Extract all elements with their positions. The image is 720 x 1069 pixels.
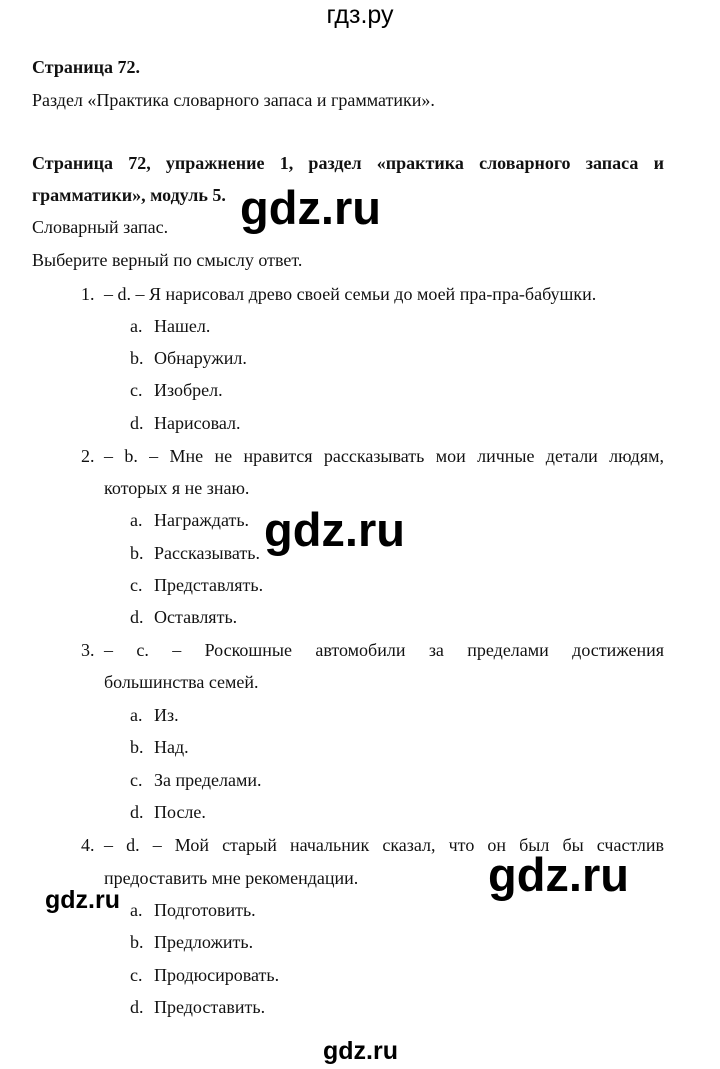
option-letter: a. xyxy=(130,316,143,336)
exercise-title-line-1: Страница 72, упражнение 1, раздел «практика словарного запаса и xyxy=(32,153,664,173)
option-text: Предложить. xyxy=(154,932,254,952)
watermark-logo: gdz.ru xyxy=(264,503,405,556)
option-text: Нашел. xyxy=(154,316,211,336)
watermark-logo: gdz.ru xyxy=(45,886,120,914)
option-text: Награждать. xyxy=(154,510,250,530)
option-letter: a. xyxy=(130,900,143,920)
option-text: Представлять. xyxy=(154,575,264,595)
watermark-logo: gdz.ru xyxy=(488,848,629,901)
option-text: Продюсировать. xyxy=(154,965,280,985)
option-letter: b. xyxy=(130,348,144,368)
option-letter: c. xyxy=(130,770,143,790)
site-header: гдз.ру xyxy=(326,1,394,29)
option-text: Предоставить. xyxy=(154,997,266,1017)
option-text: За пределами. xyxy=(154,770,262,790)
option-letter: b. xyxy=(130,543,144,563)
option-text: Обнаружил. xyxy=(154,348,247,368)
option-text: Оставлять. xyxy=(154,607,238,627)
option-text: Изобрел. xyxy=(154,380,223,400)
watermark-logo: gdz.ru xyxy=(240,181,381,234)
option-text: Нарисовал. xyxy=(154,413,241,433)
item-number: 2. xyxy=(81,446,95,466)
item-answer-line-1: – d. – Я нарисовал древо своей семьи до моей пра-пра-бабушки. xyxy=(104,284,597,304)
page-subtitle: Раздел «Практика словарного запаса и грамматики». xyxy=(32,90,435,110)
option-letter: d. xyxy=(130,607,144,627)
option-letter: d. xyxy=(130,802,144,822)
option-letter: c. xyxy=(130,965,143,985)
page-title: Страница 72. xyxy=(32,57,140,77)
option-text: После. xyxy=(154,802,206,822)
option-letter: a. xyxy=(130,510,143,530)
item-answer-line-2: предоставить мне рекомендации. xyxy=(104,868,359,888)
item-number: 1. xyxy=(81,284,95,304)
option-letter: d. xyxy=(130,997,144,1017)
option-letter: d. xyxy=(130,413,144,433)
option-text: Рассказывать. xyxy=(154,543,261,563)
option-text: Из. xyxy=(154,705,179,725)
item-answer-line-1: – b. – Мне не нравится рассказывать мои личные детали людям, xyxy=(104,446,664,466)
option-letter: c. xyxy=(130,380,143,400)
option-letter: a. xyxy=(130,705,143,725)
item-answer-line-2: большинства семей. xyxy=(104,672,259,692)
exercise-title-line-2: грамматики», модуль 5. xyxy=(32,185,226,205)
option-text: Подготовить. xyxy=(154,900,256,920)
watermark-logo: gdz.ru xyxy=(323,1037,398,1065)
item-number: 4. xyxy=(81,835,95,855)
instruction-text: Выберите верный по смыслу ответ. xyxy=(32,250,303,270)
topic-label: Словарный запас. xyxy=(32,217,169,237)
option-letter: c. xyxy=(130,575,143,595)
option-letter: b. xyxy=(130,932,144,952)
item-answer-line-1: – d. – Мой старый начальник сказал, что он был бы счастлив xyxy=(104,835,664,855)
item-number: 3. xyxy=(81,640,95,660)
option-letter: b. xyxy=(130,737,144,757)
item-answer-line-2: которых я не знаю. xyxy=(104,478,250,498)
item-answer-line-1: – c. – Роскошные автомобили за пределами достижения xyxy=(104,640,664,660)
option-text: Над. xyxy=(154,737,189,757)
